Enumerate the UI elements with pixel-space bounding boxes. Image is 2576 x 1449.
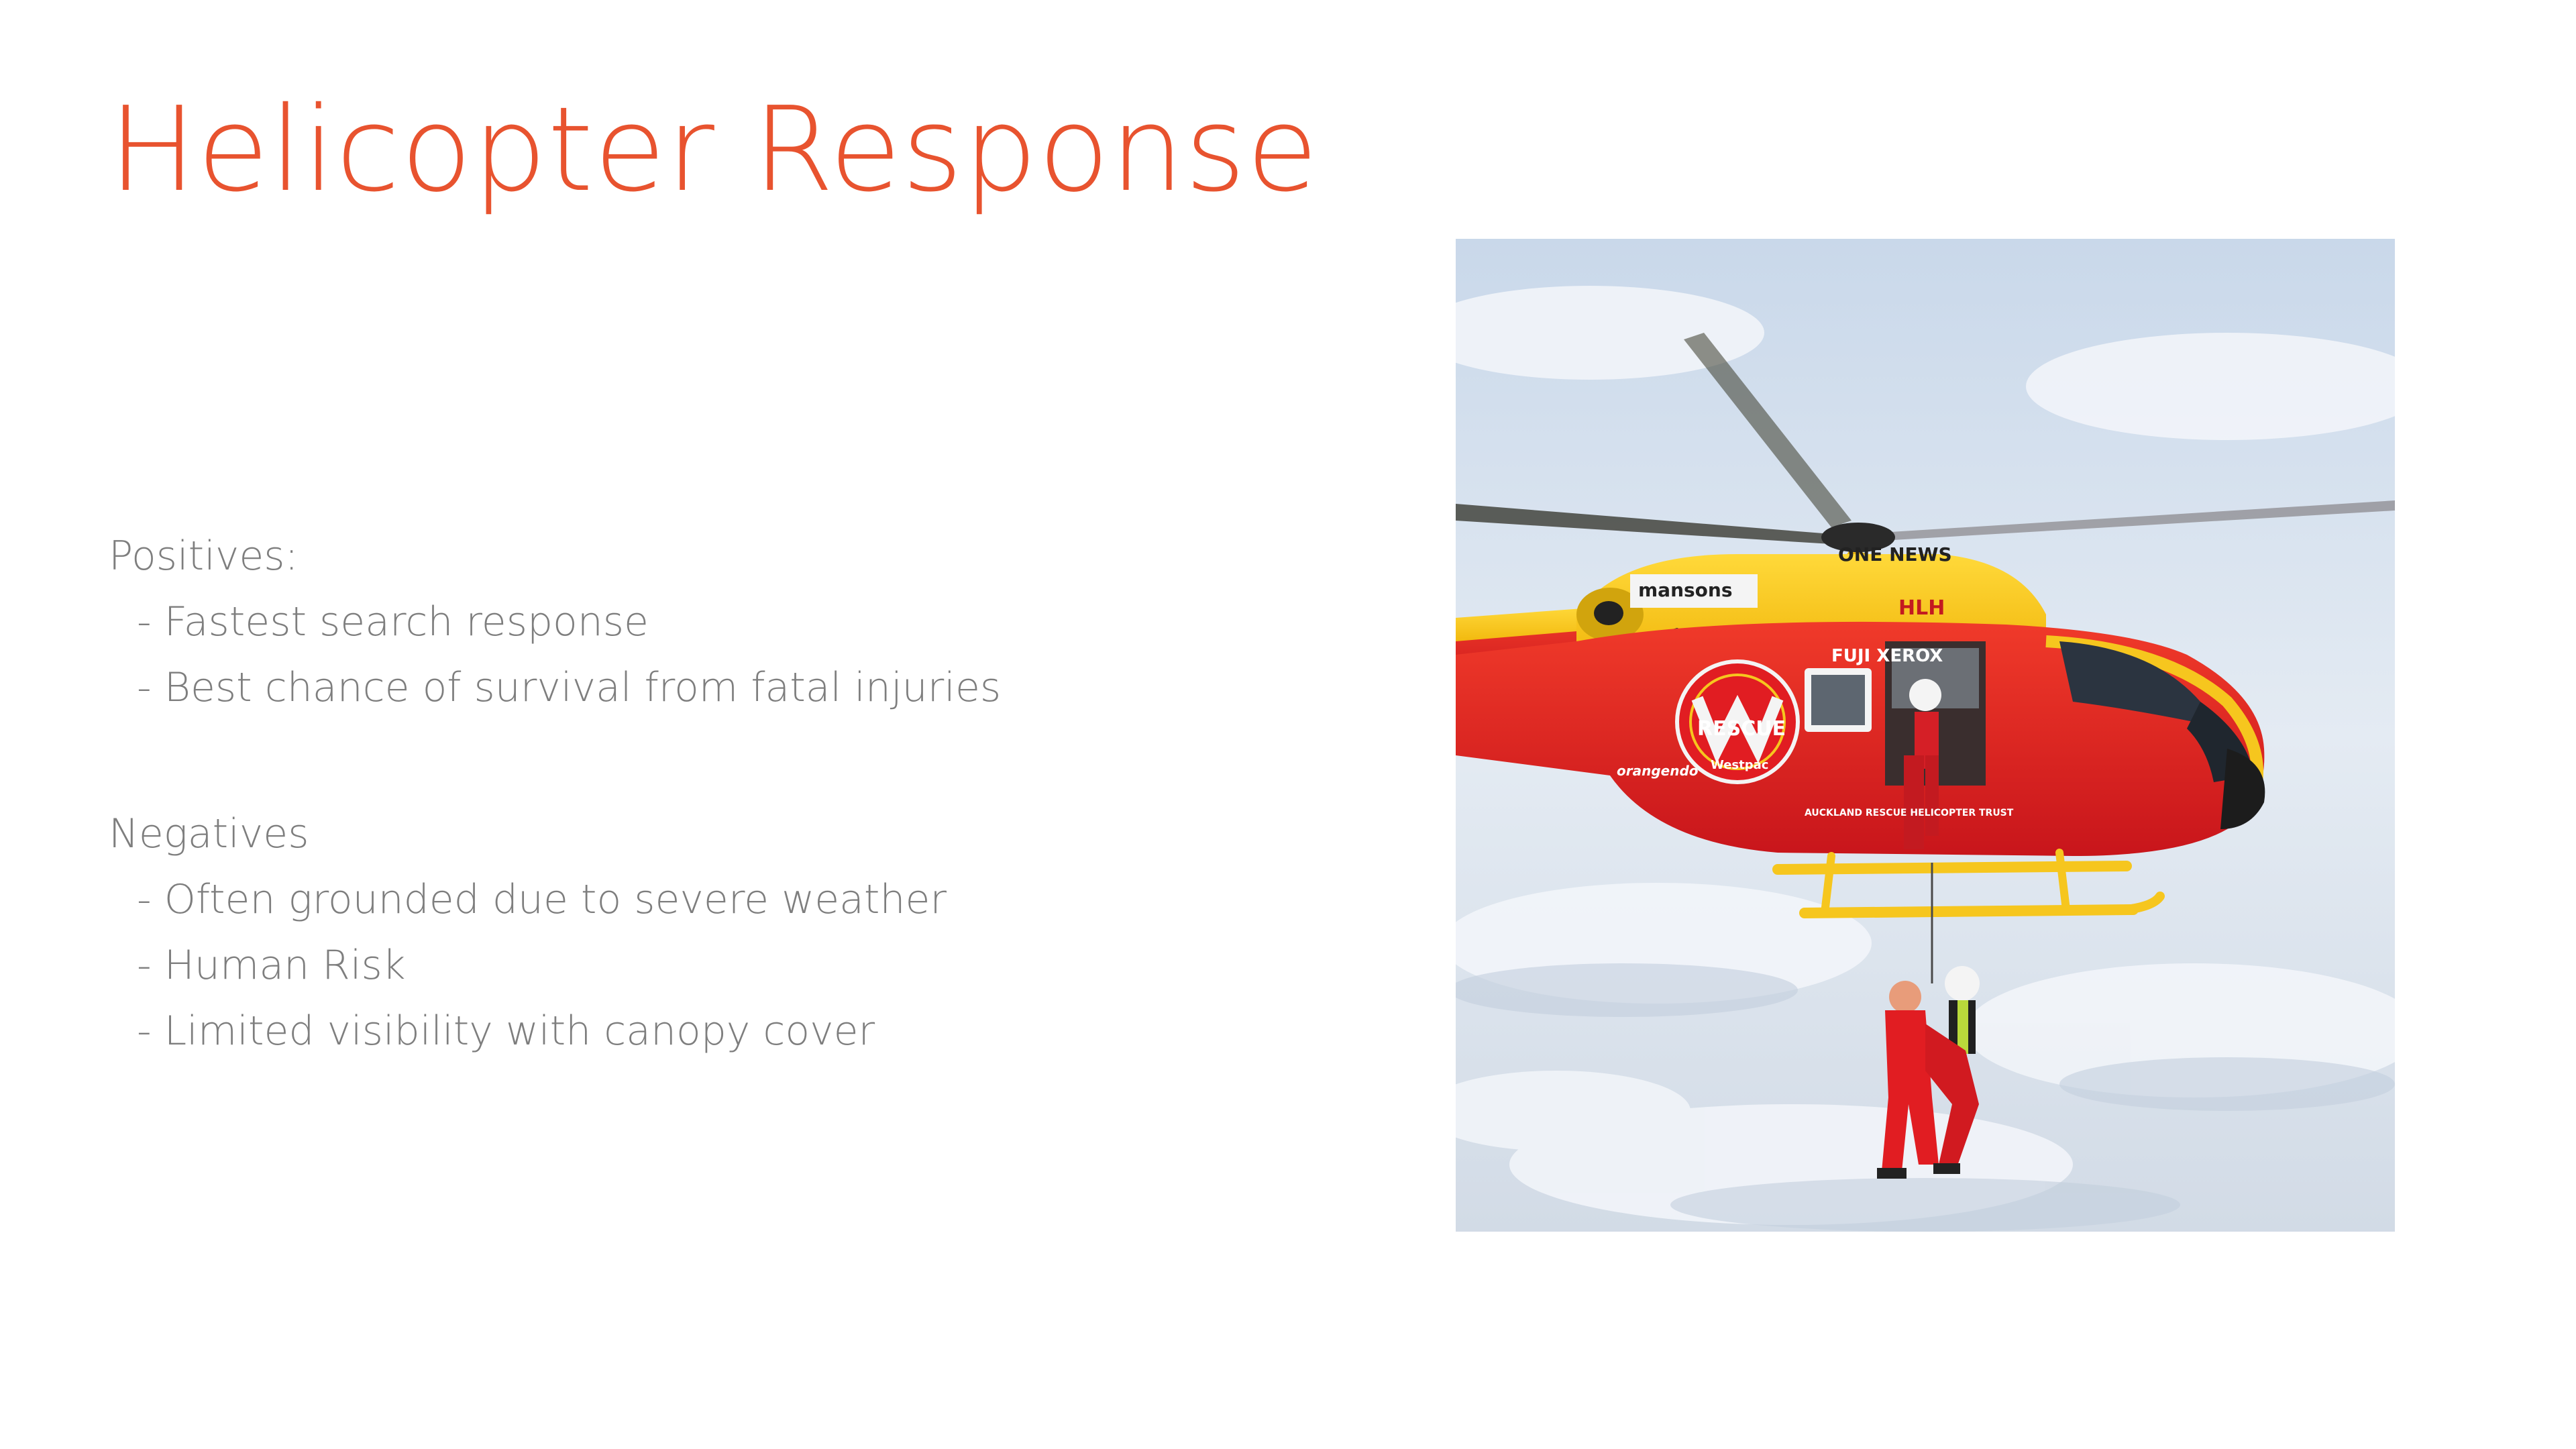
negatives-heading: Negatives [109,810,309,857]
slide-body [109,523,1001,1064]
section-gap [109,720,1001,801]
bank-text: Westpac [1711,758,1769,772]
slide-title: Helicopter Response [109,82,1319,218]
news-text: ONE NEWS [1838,543,1952,566]
negative-item: - Often grounded due to severe weather [137,876,947,923]
helicopter-illustration [1456,239,2395,1232]
positives-heading: Positives: [109,533,299,580]
tail-mark-text: orangendo [1617,763,1699,779]
rescue-text: RESCUE [1697,717,1786,741]
negative-item: - Limited visibility with canopy cover [137,1008,875,1055]
rescue-helicopter-photo [1456,239,2395,1232]
brand-text: FUJI XEROX [1831,646,1943,666]
trust-text: AUCKLAND RESCUE HELICOPTER TRUST [1805,808,2014,818]
positive-item: - Fastest search response [137,598,649,645]
positive-item: - Best chance of survival from fatal injuries [137,664,1002,711]
sponsor-text: mansons [1638,579,1733,601]
negative-item: - Human Risk [137,942,406,989]
registration-text: HLH [1898,596,1945,620]
